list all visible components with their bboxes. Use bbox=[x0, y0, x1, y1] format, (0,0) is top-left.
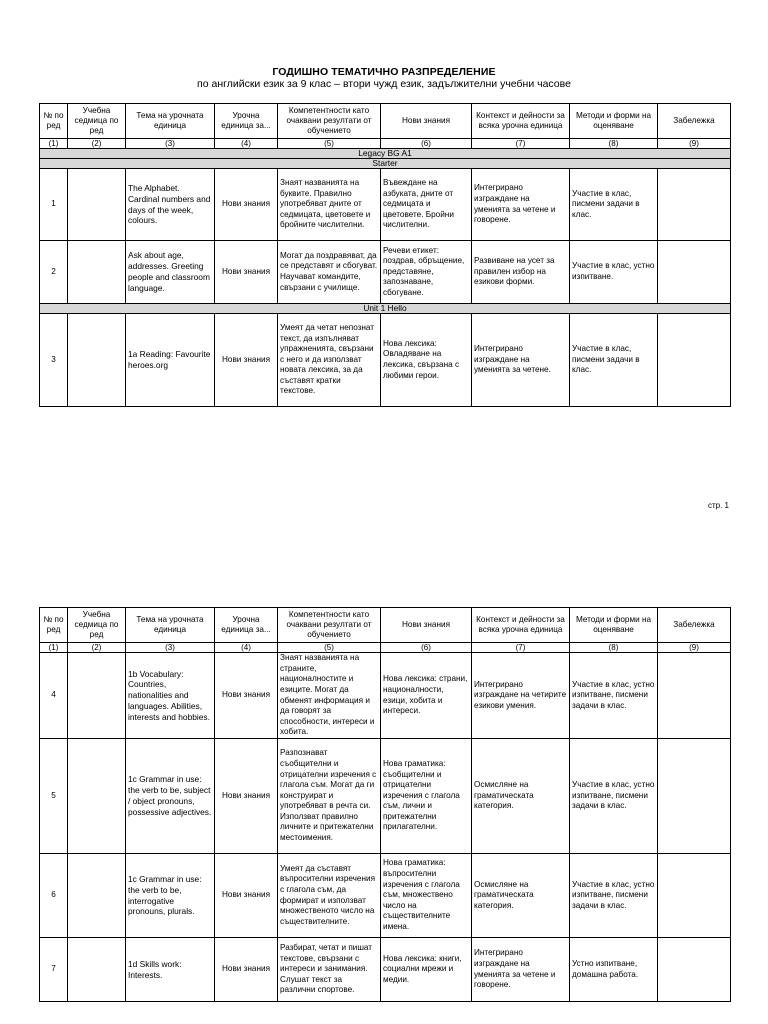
table-row bbox=[40, 653, 731, 739]
lesson-methods: Участие в клас, устно изпитване, писмени задачи в клас. bbox=[570, 854, 658, 938]
lesson-topic: 1d Skills work: Interests. bbox=[126, 938, 215, 1002]
lesson-knowledge: Нова лексика: Овладяване на лексика, свързана с любими герои. bbox=[381, 314, 472, 407]
header-cell-no: № по ред bbox=[40, 104, 68, 139]
lesson-methods: Участие в клас, устно изпитване, писмени задачи в клас. bbox=[570, 653, 658, 739]
header-cell-topic: Тема на урочната единица bbox=[126, 104, 215, 139]
column-number: (9) bbox=[658, 139, 731, 149]
section-row-course bbox=[40, 149, 731, 159]
lesson-methods: Устно изпитване, домашна работа. bbox=[570, 938, 658, 1002]
column-number: (3) bbox=[126, 139, 215, 149]
lesson-competences: Разбират, четат и пишат текстове, свързани с интереси и занимания. Слушат текст за различни спортове. bbox=[278, 938, 381, 1002]
column-number: (5) bbox=[278, 643, 381, 653]
header-cell-topic: Тема на урочната единица bbox=[126, 608, 215, 643]
lesson-no: 7 bbox=[40, 938, 68, 1002]
header-cell-competences: Компетентности като очаквани резултати от обучението bbox=[278, 608, 381, 643]
lesson-week bbox=[68, 653, 126, 739]
lesson-competences: Могат да поздравяват, да се представят и сбогуват. Научават командите, свързани с училище. bbox=[278, 241, 381, 304]
lesson-knowledge: Речеви етикет: поздрав, обръщение, представяне, запознаване, сбогуване. bbox=[381, 241, 472, 304]
column-number: (9) bbox=[658, 643, 731, 653]
column-number: (2) bbox=[68, 139, 126, 149]
lesson-type: Нови знания bbox=[215, 854, 278, 938]
lesson-context: Интегрирано изграждане на уменията за четене и говорене. bbox=[472, 169, 570, 241]
lesson-context: Развиване на усет за правилен избор на езикови форми. bbox=[472, 241, 570, 304]
lesson-topic: Ask about age, addresses. Greeting people and classroom language. bbox=[126, 241, 215, 304]
table-row bbox=[40, 169, 731, 241]
lesson-topic: The Alphabet. Cardinal numbers and days of the week, colours. bbox=[126, 169, 215, 241]
lesson-context: Интегрирано изграждане на уменията за четене и говорене. bbox=[472, 938, 570, 1002]
lesson-week bbox=[68, 169, 126, 241]
column-number: (5) bbox=[278, 139, 381, 149]
lesson-methods: Участие в клас, устно изпитване. bbox=[570, 241, 658, 304]
lesson-competences: Знаят названията на страните, националностите и езиците. Могат да обменят информация и да говорят за способности, интереси и хобита. bbox=[278, 653, 381, 739]
lesson-no: 2 bbox=[40, 241, 68, 304]
section-row-starter bbox=[40, 159, 731, 169]
table-row bbox=[40, 938, 731, 1002]
lesson-note bbox=[658, 241, 731, 304]
section-label-unit1: Unit 1 Hello bbox=[40, 304, 731, 314]
header-cell-context: Контекст и дейности за всяка урочна единица bbox=[472, 104, 570, 139]
lesson-note bbox=[658, 938, 731, 1002]
lesson-no: 3 bbox=[40, 314, 68, 407]
lesson-no: 5 bbox=[40, 739, 68, 854]
header-cell-note: Забележка bbox=[658, 608, 731, 643]
lesson-knowledge: Въвеждане на азбуката, дните от седмицата и цветовете. Бройни числителни. bbox=[381, 169, 472, 241]
lesson-week bbox=[68, 854, 126, 938]
lesson-topic: 1a Reading: Favourite heroes.org bbox=[126, 314, 215, 407]
lesson-note bbox=[658, 739, 731, 854]
lesson-context: Осмисляне на граматическата категория. bbox=[472, 739, 570, 854]
lesson-no: 6 bbox=[40, 854, 68, 938]
lesson-note bbox=[658, 653, 731, 739]
header-cell-type: Урочна единица за... bbox=[215, 104, 278, 139]
lesson-note bbox=[658, 169, 731, 241]
header-cell-knowledge: Нови знания bbox=[381, 608, 472, 643]
lesson-type: Нови знания bbox=[215, 314, 278, 407]
lesson-context: Осмисляне на граматическата категория. bbox=[472, 854, 570, 938]
lesson-knowledge: Нова граматика: съобщителни и отрицателни изречения с глагола съм, лични и притежателни прилагателни. bbox=[381, 739, 472, 854]
column-number: (7) bbox=[472, 643, 570, 653]
table-row bbox=[40, 739, 731, 854]
header-cell-methods: Методи и форми на оценяване bbox=[570, 104, 658, 139]
header-cell-methods: Методи и форми на оценяване bbox=[570, 608, 658, 643]
lesson-week bbox=[68, 241, 126, 304]
lesson-type: Нови знания bbox=[215, 938, 278, 1002]
page-subtitle: по английски език за 9 клас – втори чужд език, задължителни учебни часове bbox=[197, 78, 571, 90]
header-cell-knowledge: Нови знания bbox=[381, 104, 472, 139]
lesson-type: Нови знания bbox=[215, 241, 278, 304]
column-number: (6) bbox=[381, 139, 472, 149]
lesson-context: Интегрирано изграждане на уменията за четене. bbox=[472, 314, 570, 407]
lesson-topic: 1c Grammar in use: the verb to be, subject / object pronouns, possessive adjectives. bbox=[126, 739, 215, 854]
section-label-starter: Starter bbox=[40, 159, 731, 169]
lesson-note bbox=[658, 314, 731, 407]
lesson-type: Нови знания bbox=[215, 653, 278, 739]
table-row bbox=[40, 854, 731, 938]
column-number-row bbox=[40, 643, 731, 653]
lesson-week bbox=[68, 739, 126, 854]
header-cell-context: Контекст и дейности за всяка урочна единица bbox=[472, 608, 570, 643]
lesson-week bbox=[68, 314, 126, 407]
lesson-topic: 1b Vocabulary: Countries, nationalities and languages. Abilities, interests and hobbies. bbox=[126, 653, 215, 739]
lesson-knowledge: Нова лексика: страни, националности, езици, хобита и интереси. bbox=[381, 653, 472, 739]
header-cell-no: № по ред bbox=[40, 608, 68, 643]
column-number: (7) bbox=[472, 139, 570, 149]
header-cell-week: Учебна седмица по ред bbox=[68, 104, 126, 139]
lesson-topic: 1c Grammar in use: the verb to be, interrogative pronouns, plurals. bbox=[126, 854, 215, 938]
header-row bbox=[40, 104, 731, 139]
table-row bbox=[40, 314, 731, 407]
header-cell-note: Забележка bbox=[658, 104, 731, 139]
lesson-context: Интегрирано изграждане на четирите езикови умения. bbox=[472, 653, 570, 739]
table-row bbox=[40, 241, 731, 304]
lesson-type: Нови знания bbox=[215, 169, 278, 241]
column-number: (1) bbox=[40, 139, 68, 149]
column-number-row bbox=[40, 139, 731, 149]
column-number: (4) bbox=[215, 643, 278, 653]
lesson-methods: Участие в клас, устно изпитване, писмени задачи в клас. bbox=[570, 739, 658, 854]
lesson-note bbox=[658, 854, 731, 938]
lesson-knowledge: Нова граматика: въпросителни изречения с глагола съм, множествено число на съществителните имена. bbox=[381, 854, 472, 938]
lesson-competences: Разпознават съобщителни и отрицателни изречения с глагола съм. Могат да ги конструират и употребяват в речта си. Използват правилно личните и притежателни местоимения. bbox=[278, 739, 381, 854]
column-number: (6) bbox=[381, 643, 472, 653]
section-label-course: Legacy BG A1 bbox=[40, 149, 731, 159]
column-number: (1) bbox=[40, 643, 68, 653]
lesson-competences: Умеят да четат непознат текст, да изпълняват упражненията, свързани с него и да използват новата лексика, за да съставят кратки текстове. bbox=[278, 314, 381, 407]
lesson-methods: Участие в клас, писмени задачи в клас. bbox=[570, 169, 658, 241]
header-cell-week: Учебна седмица по ред bbox=[68, 608, 126, 643]
column-number: (2) bbox=[68, 643, 126, 653]
header-cell-competences: Компетентности като очаквани резултати от обучението bbox=[278, 104, 381, 139]
column-number: (3) bbox=[126, 643, 215, 653]
lesson-competences: Знаят названията на буквите. Правилно употребяват дните от седмицата, цветовете и бройните числителни. bbox=[278, 169, 381, 241]
column-number: (4) bbox=[215, 139, 278, 149]
plan-table-2 bbox=[39, 607, 731, 1002]
lesson-no: 4 bbox=[40, 653, 68, 739]
lesson-knowledge: Нова лексика: книги, социални мрежи и медии. bbox=[381, 938, 472, 1002]
lesson-no: 1 bbox=[40, 169, 68, 241]
column-number: (8) bbox=[570, 139, 658, 149]
section-row-unit1 bbox=[40, 304, 731, 314]
header-cell-type: Урочна единица за... bbox=[215, 608, 278, 643]
lesson-competences: Умеят да съставят въпросителни изречения с глагола съм, да формират и използват множественото число на съществителните. bbox=[278, 854, 381, 938]
page-number: стр. 1 bbox=[707, 501, 729, 510]
column-number: (8) bbox=[570, 643, 658, 653]
header-row bbox=[40, 608, 731, 643]
lesson-week bbox=[68, 938, 126, 1002]
lesson-methods: Участие в клас, писмени задачи в клас. bbox=[570, 314, 658, 407]
plan-table-1 bbox=[39, 103, 731, 407]
page-title: ГОДИШНО ТЕМАТИЧНО РАЗПРЕДЕЛЕНИЕ bbox=[272, 66, 496, 78]
lesson-type: Нови знания bbox=[215, 739, 278, 854]
